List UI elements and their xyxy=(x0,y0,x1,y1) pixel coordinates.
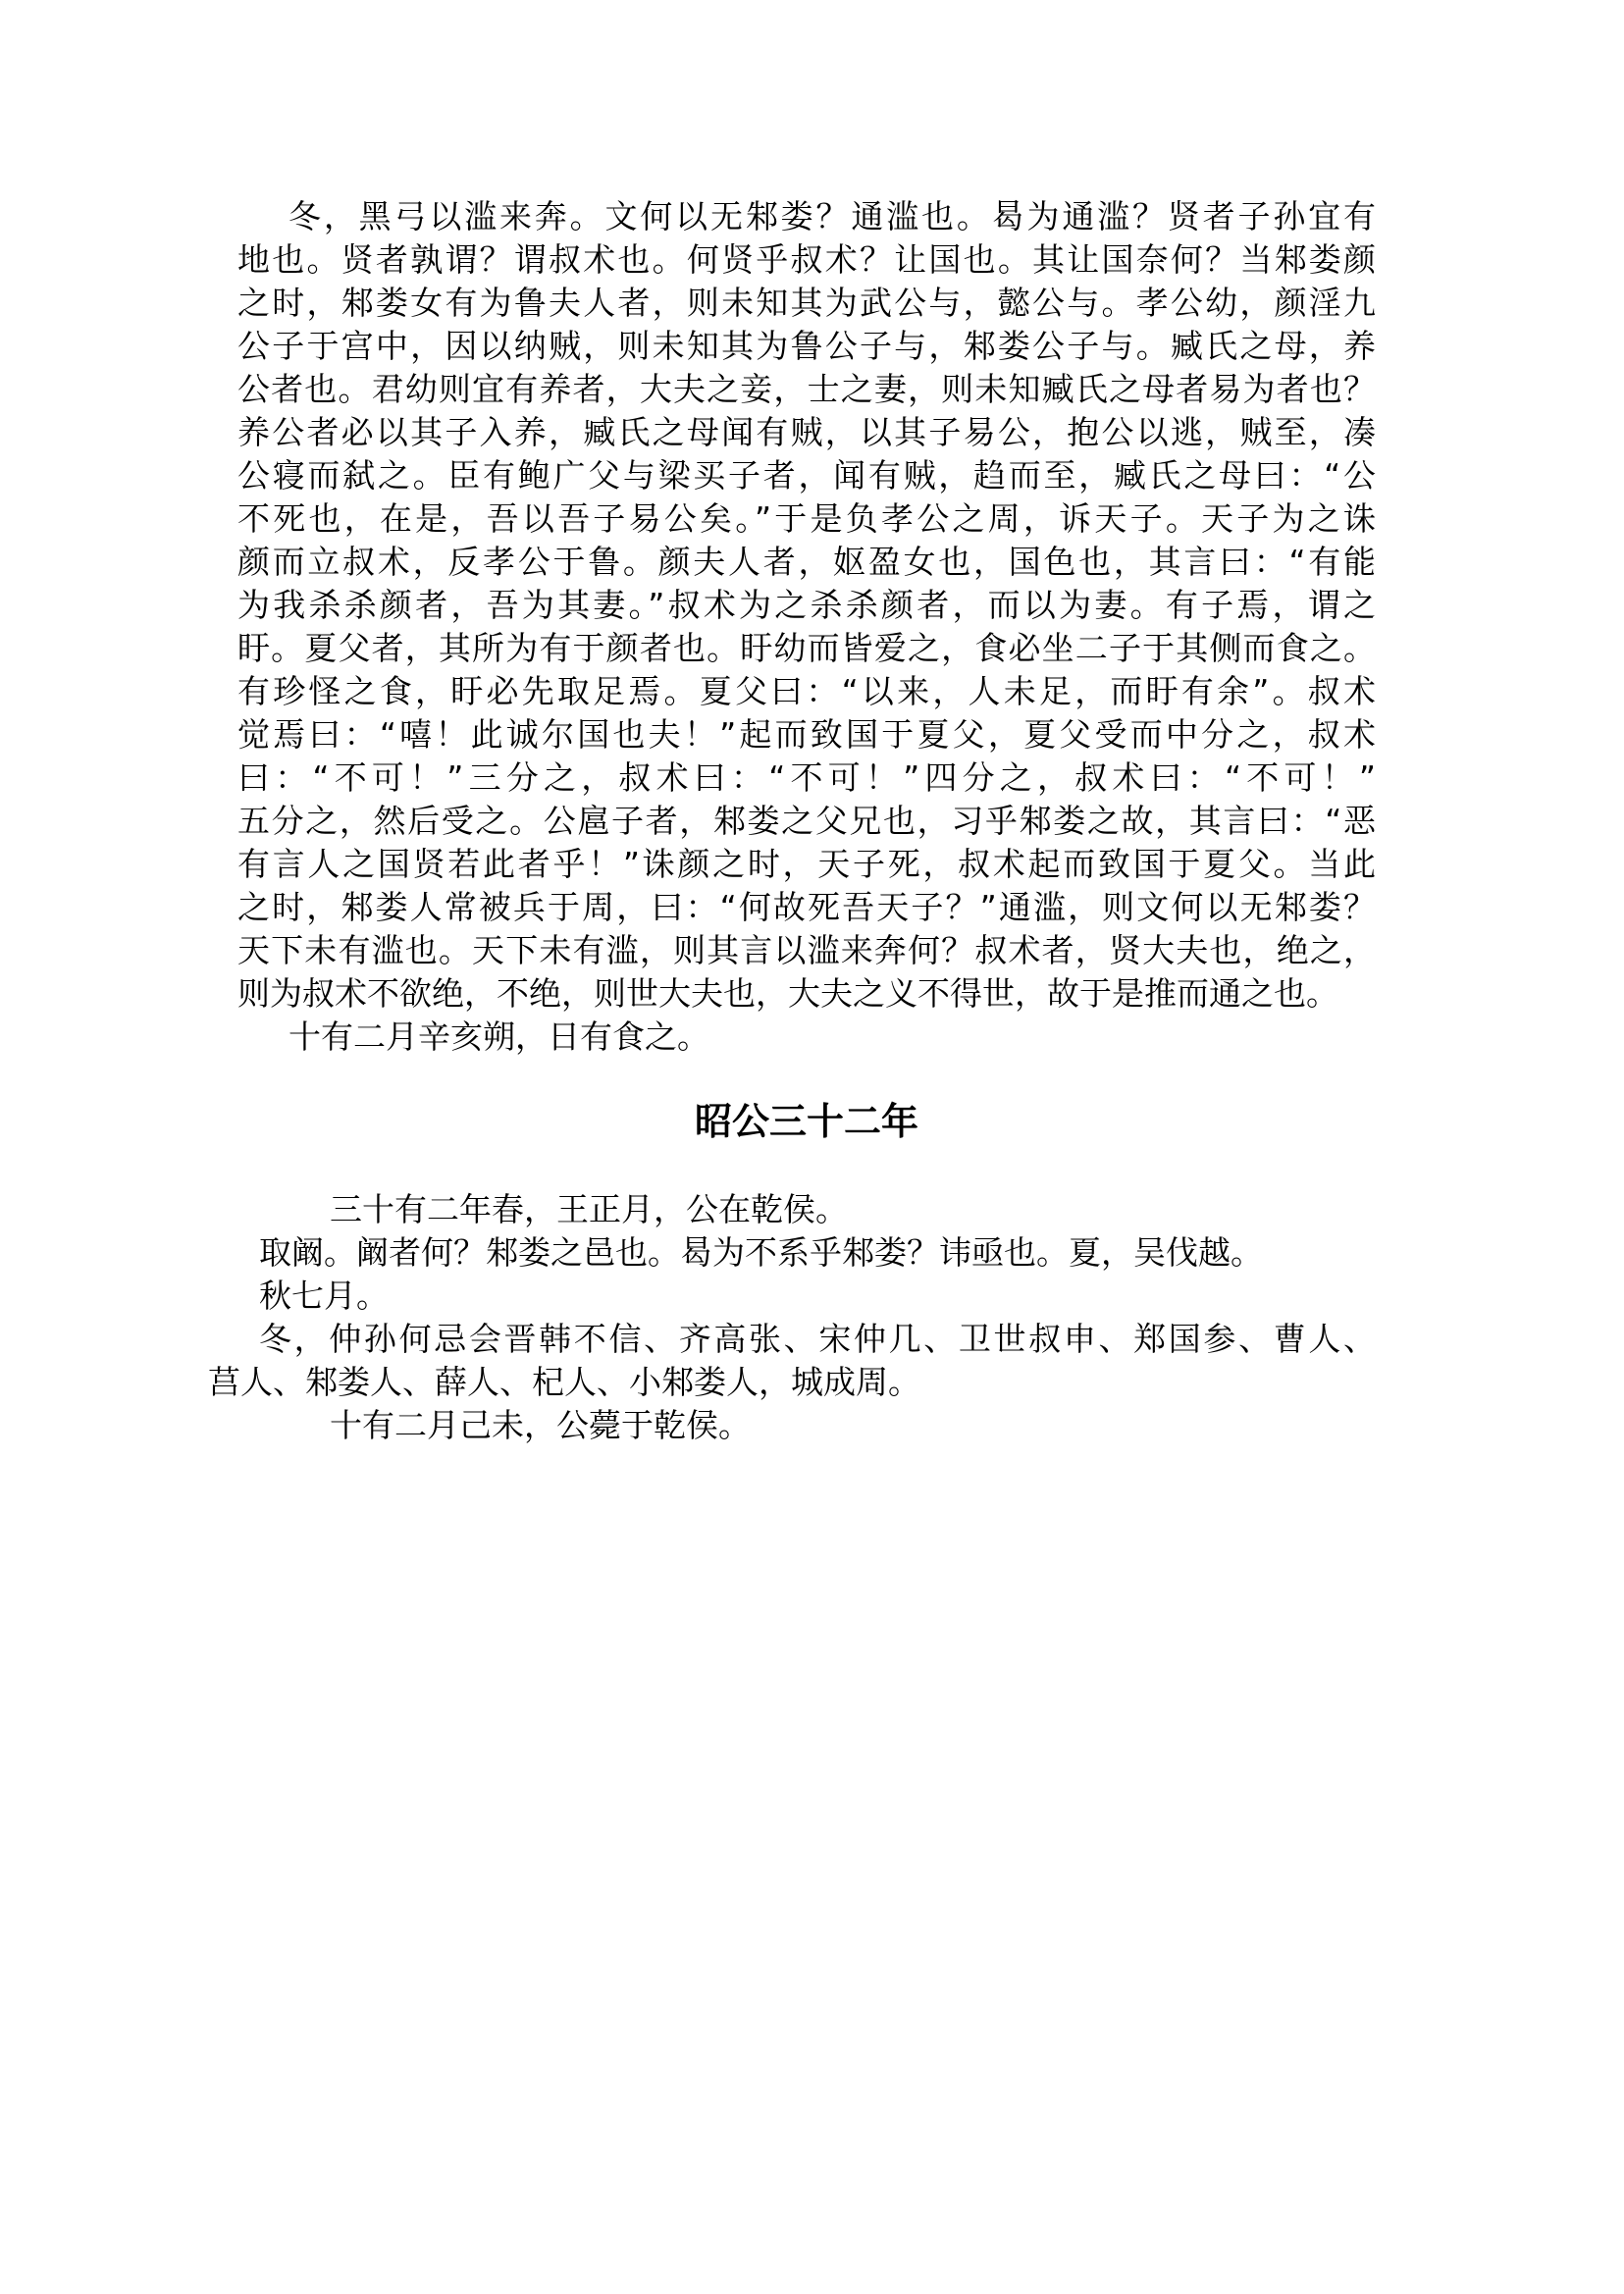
text-line: 曰：“不可！”三分之，叔术曰：“不可！”四分之，叔术曰：“不可！” xyxy=(237,758,1376,797)
paragraph xyxy=(237,1016,1376,1059)
text-line: 颜而立叔术，反孝公于鲁。颜夫人者，妪盈女也，国色也，其言曰：“有能 xyxy=(237,543,1376,581)
text-line: 十有二月辛亥朔，日有食之。 xyxy=(288,1017,709,1056)
section-heading: 昭公三十二年 xyxy=(694,1100,918,1143)
text-line: 莒人、邾娄人、薛人、杞人、小邾娄人，城成周。 xyxy=(208,1363,920,1401)
text-line: 有珍怪之食，盱必先取足焉。夏父曰：“以来，人未足，而盱有余”。叔术 xyxy=(237,672,1376,710)
text-line: 觉焉曰：“嘻！此诚尔国也夫！”起而致国于夏父，夏父受而中分之，叔术 xyxy=(237,715,1376,754)
text-line: 天下未有滥也。天下未有滥，则其言以滥来奔何？叔术者，贤大夫也，绝之， xyxy=(237,931,1376,969)
text-line: 取阚。阚者何？邾娄之邑也。曷为不系乎邾娄？讳亟也。夏，吴伐越。 xyxy=(259,1233,1263,1272)
text-line: 有言人之国贤若此者乎！”诛颜之时，天子死，叔术起而致国于夏父。当此 xyxy=(237,845,1376,883)
text-line: 则为叔术不欲绝，不绝，则世大夫也，大夫之义不得世，故于是推而通之也。 xyxy=(237,974,1338,1013)
text-line: 地也。贤者孰谓？谓叔术也。何贤乎叔术？让国也。其让国奈何？当邾娄颜 xyxy=(237,240,1376,279)
text-line: 公者也。君幼则宜有养者，大夫之妾，士之妻，则未知臧氏之母者易为者也？ xyxy=(237,370,1376,408)
text-block xyxy=(208,195,1376,1447)
annals-block xyxy=(208,1188,1376,1447)
text-line: 十有二月己未，公薨于乾侯。 xyxy=(330,1406,751,1444)
paragraph xyxy=(237,195,1376,1016)
text-line: 三十有二年春，王正月，公在乾侯。 xyxy=(330,1190,848,1228)
text-line: 五分之，然后受之。公扈子者，邾娄之父兄也，习乎邾娄之故，其言曰：“恶 xyxy=(237,802,1376,840)
text-line: 秋七月。 xyxy=(259,1277,389,1315)
text-line: 不死也，在是，吾以吾子易公矣。”于是负孝公之周，诉天子。天子为之诛 xyxy=(237,499,1376,538)
text-line: 盱。夏父者，其所为有于颜者也。盱幼而皆爱之，食必坐二子于其侧而食之。 xyxy=(237,629,1376,667)
text-line: 为我杀杀颜者，吾为其妻。”叔术为之杀杀颜者，而以为妻。有子焉，谓之 xyxy=(237,586,1376,624)
text-line: 公子于宫中，因以纳贼，则未知其为鲁公子与，邾娄公子与。臧氏之母，养 xyxy=(237,327,1376,365)
text-line: 之时，邾娄人常被兵于周，曰：“何故死吾天子？”通滥，则文何以无邾娄？ xyxy=(237,888,1376,926)
text-line: 养公者必以其子入养，臧氏之母闻有贼，以其子易公，抱公以逃，贼至，凑 xyxy=(237,413,1376,451)
text-line: 冬，黑弓以滥来奔。文何以无邾娄？通滥也。曷为通滥？贤者子孙宜有 xyxy=(288,197,1376,235)
text-line: 之时，邾娄女有为鲁夫人者，则未知其为武公与，懿公与。孝公幼，颜淫九 xyxy=(237,284,1376,322)
text-line: 公寝而弑之。臣有鲍广父与梁买子者，闻有贼，趋而至，臧氏之母曰：“公 xyxy=(237,456,1376,495)
text-line: 冬，仲孙何忌会晋韩不信、齐高张、宋仲几、卫世叔申、郑国参、曹人、 xyxy=(259,1320,1376,1358)
